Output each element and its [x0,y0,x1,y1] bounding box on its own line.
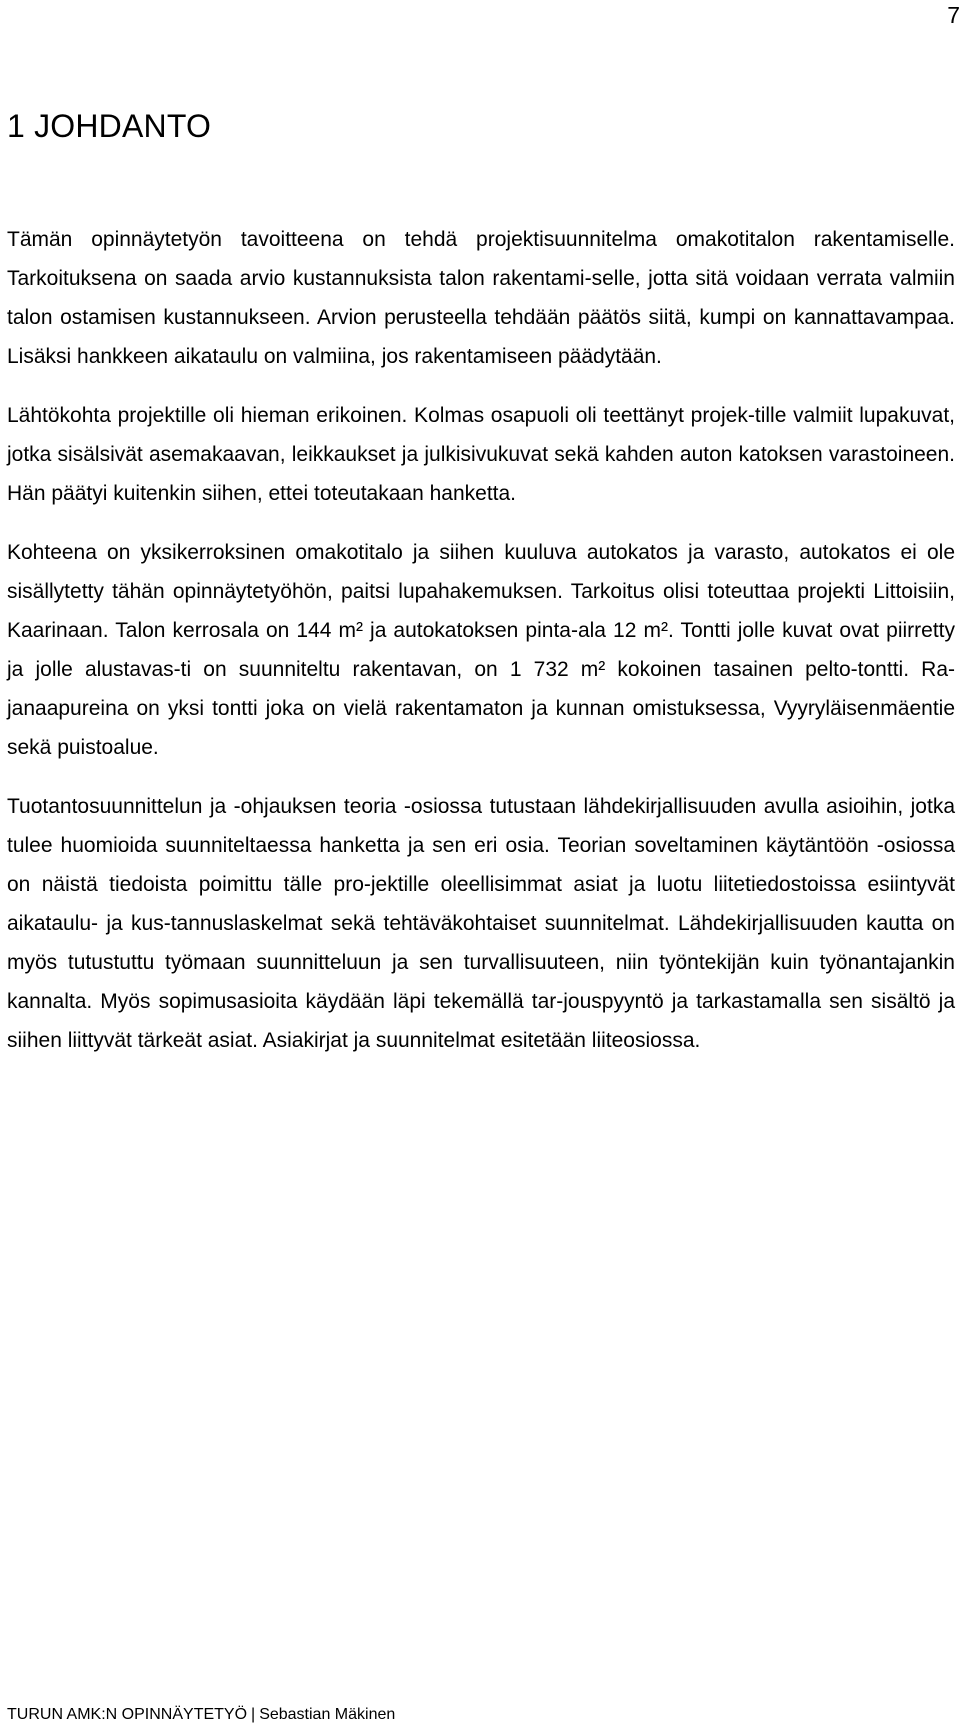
footer-author: Sebastian Mäkinen [259,1706,396,1723]
page-number: 7 [947,2,960,28]
page-footer [7,1706,395,1724]
paragraph-structure: Tuotantosuunnittelun ja -ohjauksen teoria -osiossa tutustaan lähdekirjallisuuden avulla asioihin, jotka tulee huomioida suunniteltaessa hanketta ja sen eri osia. Teorian soveltaminen käytäntöön -osiossa on näistä tiedoista poimittu tälle pro-jektille oleellisimmat asiat ja luotu liitetiedostoissa esiintyvät aikataulu- ja kus-tannuslaskelmat sekä tehtäväkohtaiset suunnitelmat. Lähdekirjallisuuden kautta on myös tutustuttu työmaan suunnitteluun ja sen turvallisuuteen, niin työntekijän kuin työnantajankin kannalta. Myös sopimusasioita käydään läpi tekemällä tar-jouspyyntö ja tarkastamalla sen sisältö ja siihen liittyvät tärkeät asiat. Asiakirjat ja suunnitelmat esitetään liiteosiossa. [7,795,955,1052]
footer-separator: | [251,1706,256,1723]
paragraph-intro: Tämän opinnäytetyön tavoitteena on tehdä projektisuunnitelma omakotitalon rakentamiselle. Tarkoituksena on saada arvio kustannuksista talon rakentami-selle, jotta sitä voidaan verrata valmiin talon ostamisen kustannukseen. Arvion perusteella tehdään päätös siitä, kumpi on kannattavampaa. Lisäksi hankkeen aikataulu on valmiina, jos rakentamiseen päädytään. [7,228,955,368]
chapter-heading: 1 JOHDANTO [7,108,212,144]
body-text [7,220,955,1080]
footer-institution: TURUN AMK:N OPINNÄYTETYÖ [7,1706,248,1723]
paragraph-site: Kohteena on yksikerroksinen omakotitalo ja siihen kuuluva autokatos ja varasto, autokatos ei ole sisällytetty tähän opinnäytetyöhön, paitsi lupahakemuksen. Tarkoitus olisi toteuttaa projekti Littoisiin, Kaarinaan. Talon kerrosala on 144 m² ja autokatoksen pinta-ala 12 m². Tontti jolle kuvat ovat piirretty ja jolle alustavas-ti on suunniteltu rakentavan, on 1 732 m² kokoinen tasainen pelto-tontti. Ra-janaapureina on yksi tontti joka on vielä rakentamaton ja kunnan omistuksessa, Vyyryläisenmäentie sekä puistoalue. [7,541,955,759]
paragraph-starting-point: Lähtökohta projektille oli hieman erikoinen. Kolmas osapuoli oli teettänyt projek-tille valmiit lupakuvat, jotka sisälsivät asemakaavan, leikkaukset ja julkisivukuvat sekä kahden auton katoksen varastoineen. Hän päätyi kuitenkin siihen, ettei toteutakaan hanketta. [7,404,955,505]
